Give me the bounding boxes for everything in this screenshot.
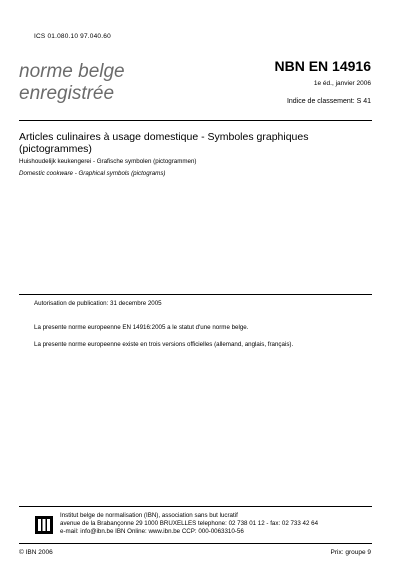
footer-divider — [19, 506, 372, 507]
standard-number: NBN EN 14916 — [274, 58, 371, 74]
copyright: © IBN 2006 — [19, 549, 53, 556]
edition-date: 1e éd., janvier 2006 — [313, 80, 371, 87]
norme-line-1: norme belge — [19, 61, 125, 82]
publication-authorisation: Autorisation de publication: 31 decembre 2005 — [34, 300, 162, 307]
institute-address: avenue de la Brabançonne 29 1000 BRUXELLES telephone: 02 738 01 12 - fax: 02 733 42 64 — [60, 520, 319, 527]
title-french: Articles culinaires à usage domestique - Symboles graphiques (pictogrammes) — [19, 131, 309, 155]
institute-contact: e-mail: info@ibn.be IBN Online: www.ibn.be CCP: 000-0063310-56 — [60, 528, 244, 535]
title-dutch: Huishoudelijk keukengerei - Grafische symbolen (pictogrammen) — [19, 158, 197, 165]
institute-name: Institut belge de normalisation (IBN), association sans but lucratif — [60, 512, 238, 519]
price-group: Prix: groupe 9 — [330, 549, 371, 556]
classification-index: Indice de classement: S 41 — [286, 98, 371, 105]
versions-note: La presente norme europeenne existe en trois versions officielles (allemand, anglais, français). — [34, 341, 294, 348]
bottom-divider — [19, 543, 372, 544]
publication-notes — [34, 324, 374, 358]
norme-belge-heading — [19, 61, 125, 105]
publication-divider — [19, 294, 372, 295]
header-divider — [19, 120, 372, 121]
title-english: Domestic cookware - Graphical symbols (pictograms) — [19, 170, 166, 177]
norme-line-2: enregistrée — [19, 83, 115, 104]
ics-codes: ICS 01.080.10 97.040.60 — [34, 33, 111, 40]
ibn-logo-icon — [34, 515, 54, 535]
status-note: La presente norme europeenne EN 14916:2005 a le statut d'une norme belge. — [34, 324, 249, 331]
institute-address-block — [60, 512, 318, 536]
